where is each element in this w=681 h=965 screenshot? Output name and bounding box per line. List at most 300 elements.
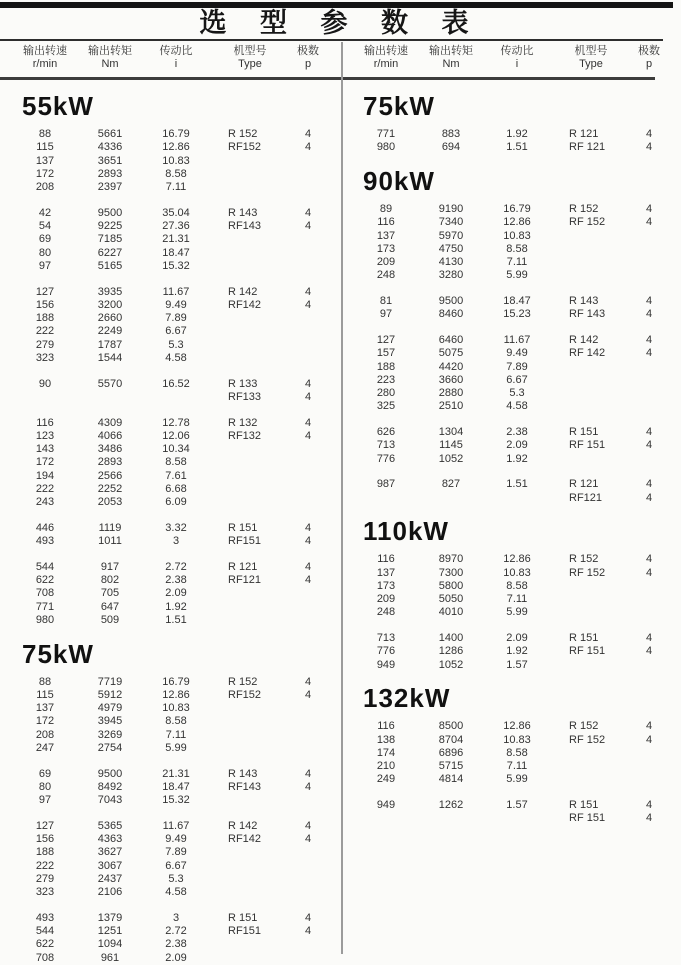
cell-speed: 222 [35, 859, 55, 872]
header-label: 传动比 [159, 45, 193, 57]
cell-type [210, 456, 290, 469]
header-label: 传动比 [500, 45, 534, 57]
cell-ratio: 7.11 [506, 256, 528, 268]
cell-torque: 1094 [97, 938, 123, 951]
table-row [341, 812, 679, 825]
cell-speed: 243 [35, 496, 55, 508]
cell-poles: 4 [645, 347, 653, 360]
cell-type [210, 181, 290, 194]
cell-ratio: 12.86 [162, 141, 190, 154]
cell-ratio: 27.36 [162, 220, 190, 232]
table-row [0, 443, 341, 456]
cell-type: R 151 [228, 521, 258, 534]
cell-torque: 1544 [97, 351, 123, 364]
row-group [341, 553, 679, 619]
cell-type [551, 593, 631, 606]
table-row [0, 860, 341, 873]
header-divider-rule [0, 77, 655, 80]
cell-type [551, 453, 631, 466]
cell-ratio: 9.49 [165, 833, 187, 845]
cell-poles: 4 [645, 645, 653, 658]
cell-type: R 143 [228, 206, 258, 219]
cell-torque: 4130 [438, 256, 464, 268]
cell-ratio: 12.86 [503, 720, 531, 733]
cell-poles: 4 [304, 298, 312, 311]
cell-type: R 152 [228, 675, 258, 688]
table-row [0, 155, 341, 168]
cell-type [210, 168, 290, 181]
cell-poles [290, 614, 326, 627]
cell-speed: 123 [35, 429, 55, 442]
cell-poles: 4 [304, 819, 312, 832]
table-row [0, 141, 341, 154]
cell-ratio: 1.57 [506, 658, 528, 671]
cell-poles: 4 [645, 426, 653, 438]
cell-type [210, 938, 290, 951]
cell-ratio: 10.34 [162, 443, 190, 455]
cell-speed: 143 [35, 443, 55, 455]
cell-torque: 5970 [438, 229, 464, 242]
cell-torque: 3651 [97, 154, 123, 167]
cell-torque: 2053 [97, 496, 123, 508]
table-row [0, 128, 341, 141]
cell-ratio: 10.83 [503, 229, 531, 242]
cell-type: R 143 [569, 295, 599, 307]
table-row [0, 846, 341, 859]
cell-ratio: 6.67 [165, 325, 187, 338]
table-row [341, 203, 679, 216]
table-row [341, 295, 679, 308]
cell-type: RF152 [228, 688, 262, 701]
cell-type [210, 614, 290, 627]
cell-poles: 4 [304, 675, 312, 688]
cell-torque: 2249 [97, 325, 123, 338]
table-column-left [0, 88, 341, 964]
cell-poles: 4 [304, 535, 312, 547]
row-group [0, 207, 341, 273]
cell-torque: 5075 [438, 347, 464, 360]
cell-ratio: 2.09 [506, 439, 528, 452]
cell-poles: 4 [304, 780, 312, 793]
cell-ratio: 16.79 [503, 203, 531, 215]
cell-speed: 708 [35, 951, 55, 964]
header-model-type [551, 45, 631, 71]
cell-ratio: 2.09 [165, 951, 187, 964]
cell-type [210, 742, 290, 755]
cell-torque: 4750 [438, 242, 464, 255]
cell-ratio: 15.32 [162, 259, 190, 272]
cell-ratio: 2.72 [165, 560, 187, 573]
section-75kW [0, 640, 341, 965]
cell-torque: 705 [100, 587, 120, 600]
cell-speed: 188 [35, 312, 55, 324]
cell-type: R 152 [228, 128, 258, 140]
cell-ratio [483, 812, 551, 825]
cell-ratio: 1.92 [165, 600, 187, 613]
table-row [0, 768, 341, 781]
cell-ratio: 10.83 [503, 733, 531, 746]
cell-poles [290, 339, 326, 352]
cell-ratio: 2.09 [506, 632, 528, 644]
cell-type [210, 846, 290, 859]
header-unit: p [304, 58, 312, 70]
cell-ratio: 9.49 [506, 347, 528, 360]
cell-ratio: 16.79 [162, 675, 190, 688]
cell-speed: 771 [376, 128, 396, 140]
cell-poles [631, 453, 667, 466]
row-group [0, 286, 341, 366]
cell-type [210, 339, 290, 352]
cell-poles: 4 [304, 767, 312, 780]
cell-type: R 142 [569, 334, 599, 346]
cell-torque: 1119 [98, 521, 122, 534]
cell-type [551, 269, 631, 282]
cell-poles [631, 593, 667, 606]
cell-torque: 3280 [438, 269, 464, 282]
header-unit: p [645, 58, 653, 70]
table-row [341, 308, 679, 321]
cell-torque: 4363 [97, 833, 123, 845]
cell-type: RF 152 [569, 216, 606, 229]
header-label: 机型号 [233, 45, 267, 57]
cell-torque: 7300 [438, 566, 464, 579]
table-row [0, 483, 341, 496]
table-row [341, 387, 679, 400]
cell-poles [290, 168, 326, 181]
row-group [0, 676, 341, 756]
cell-speed: 97 [379, 308, 393, 321]
cell-poles [631, 256, 667, 269]
cell-speed: 622 [35, 938, 55, 951]
cell-poles [290, 483, 326, 496]
cell-ratio: 5.99 [506, 606, 528, 619]
cell-poles [631, 243, 667, 256]
section-heading: 110kW [363, 516, 449, 547]
cell-torque: 4066 [97, 429, 123, 442]
cell-speed: 69 [38, 767, 52, 780]
cell-ratio: 1.51 [165, 613, 187, 626]
cell-speed: 138 [376, 733, 396, 746]
cell-torque: 2510 [438, 400, 464, 413]
cell-poles [290, 155, 326, 168]
cell-poles: 4 [645, 632, 653, 644]
cell-torque: 2397 [97, 181, 123, 193]
cell-ratio: 11.67 [162, 285, 190, 298]
cell-ratio: 3 [172, 535, 180, 547]
cell-torque [419, 492, 483, 505]
cell-torque: 6227 [97, 246, 123, 259]
cell-poles [631, 747, 667, 760]
cell-speed [12, 391, 78, 404]
table-row [0, 260, 341, 273]
row-group [341, 632, 679, 672]
cell-ratio: 5.3 [509, 387, 525, 399]
cell-torque: 1145 [439, 439, 463, 452]
row-group [0, 522, 341, 549]
cell-type [210, 483, 290, 496]
cell-ratio: 18.47 [162, 246, 190, 259]
table-row [0, 325, 341, 338]
cell-poles [290, 247, 326, 260]
cell-speed: 173 [376, 579, 396, 592]
cell-ratio: 1.92 [506, 645, 528, 658]
row-group [341, 720, 679, 786]
cell-type [551, 400, 631, 413]
cell-poles [631, 387, 667, 400]
table-row [341, 361, 679, 374]
cell-type: R 143 [228, 767, 258, 780]
cell-poles [290, 260, 326, 273]
cell-torque: 2893 [97, 167, 123, 180]
table-row [341, 799, 679, 812]
cell-ratio: 11.67 [503, 334, 531, 346]
cell-speed: 209 [376, 593, 396, 605]
cell-torque: 5570 [97, 377, 123, 390]
table-row [341, 632, 679, 645]
cell-speed: 544 [35, 925, 55, 937]
cell-ratio: 2.38 [165, 938, 187, 951]
table-row [0, 587, 341, 600]
table-row [341, 269, 679, 282]
cell-speed: 69 [38, 233, 52, 246]
table-row [341, 553, 679, 566]
row-group [0, 768, 341, 808]
cell-speed: 127 [376, 334, 396, 346]
cell-ratio: 6.09 [165, 496, 187, 508]
cell-torque [419, 812, 483, 825]
header-output-torque [78, 45, 142, 71]
cell-speed: 81 [379, 295, 393, 307]
table-row [0, 925, 341, 938]
table-header-right [341, 45, 681, 71]
cell-torque: 2754 [97, 741, 123, 754]
cell-ratio: 5.3 [168, 872, 184, 885]
cell-type [551, 230, 631, 243]
cell-speed: 223 [376, 373, 396, 386]
cell-ratio: 3.32 [165, 521, 187, 534]
cell-poles [631, 230, 667, 243]
header-output-speed [12, 45, 78, 71]
cell-poles [631, 361, 667, 374]
cell-speed: 279 [35, 338, 55, 351]
cell-type [210, 729, 290, 742]
cell-ratio: 5.99 [506, 773, 528, 786]
cell-torque: 694 [441, 141, 461, 154]
cell-torque: 8704 [438, 733, 464, 746]
cell-torque: 2106 [97, 886, 123, 898]
cell-type: R 133 [228, 377, 258, 390]
cell-speed: 88 [38, 675, 52, 688]
section-90kW [341, 167, 679, 505]
cell-type: RF 143 [569, 308, 606, 321]
cell-speed: 80 [38, 780, 52, 793]
cell-poles: 4 [645, 553, 653, 566]
cell-speed: 80 [38, 246, 52, 259]
cell-speed: 127 [35, 285, 55, 298]
table-row [341, 720, 679, 733]
cell-speed: 137 [376, 566, 396, 579]
table-row [0, 456, 341, 469]
cell-poles [290, 702, 326, 715]
cell-ratio: 15.23 [503, 308, 531, 321]
cell-type: R 121 [228, 560, 258, 573]
cell-ratio: 18.47 [503, 295, 531, 307]
table-row [341, 645, 679, 658]
cell-poles: 4 [304, 911, 312, 924]
cell-ratio: 35.04 [162, 206, 190, 219]
cell-poles: 4 [645, 733, 653, 746]
cell-ratio: 8.58 [506, 579, 528, 592]
table-row [0, 833, 341, 846]
table-row [0, 391, 341, 404]
cell-ratio: 4.58 [165, 886, 187, 898]
table-row [0, 820, 341, 833]
cell-ratio: 7.11 [165, 181, 187, 193]
table-row [341, 216, 679, 229]
cell-ratio: 1.57 [506, 799, 528, 811]
table-row [0, 233, 341, 246]
section-132kW [341, 684, 679, 825]
cell-type: RF143 [228, 220, 262, 232]
cell-type [210, 860, 290, 873]
cell-poles: 4 [645, 128, 653, 140]
cell-torque: 3269 [97, 728, 123, 741]
cell-type: R 132 [228, 416, 258, 429]
cell-type: R 151 [569, 426, 599, 438]
table-row [0, 286, 341, 299]
selection-parameter-table-page [0, 2, 681, 963]
cell-type [551, 606, 631, 619]
header-ratio [483, 45, 551, 71]
cell-type [210, 443, 290, 456]
cell-type [210, 715, 290, 728]
cell-speed: 987 [376, 478, 396, 491]
cell-ratio: 10.83 [162, 154, 190, 167]
cell-speed: 622 [35, 574, 55, 586]
cell-type [551, 361, 631, 374]
section-55kW [0, 92, 341, 627]
cell-ratio: 5.3 [168, 338, 184, 351]
cell-type [210, 587, 290, 600]
table-row [341, 606, 679, 619]
cell-speed: 771 [35, 600, 55, 613]
cell-poles [290, 715, 326, 728]
table-row [0, 601, 341, 614]
table-row [0, 220, 341, 233]
table-row [341, 400, 679, 413]
table-header-left [0, 45, 341, 71]
cell-poles [290, 352, 326, 365]
table-row [0, 912, 341, 925]
cell-torque: 2252 [97, 482, 123, 495]
cell-torque: 7043 [97, 794, 123, 806]
header-unit: Type [238, 58, 262, 70]
cell-speed: 776 [376, 645, 396, 658]
cell-type: RF 151 [569, 439, 606, 452]
cell-torque: 8500 [438, 720, 464, 733]
cell-speed: 172 [35, 167, 55, 180]
cell-poles: 4 [645, 720, 653, 733]
cell-type: RF121 [228, 574, 262, 586]
cell-torque: 9500 [438, 295, 464, 307]
cell-poles: 4 [304, 220, 312, 232]
cell-speed: 116 [377, 720, 395, 733]
cell-torque: 1379 [97, 911, 123, 924]
cell-ratio: 7.11 [506, 760, 528, 772]
cell-type: RF133 [228, 390, 262, 403]
cell-poles: 4 [304, 390, 312, 403]
cell-type [210, 247, 290, 260]
cell-torque: 1400 [438, 632, 464, 644]
cell-ratio: 5.99 [165, 741, 187, 754]
table-row [0, 522, 341, 535]
header-output-torque [419, 45, 483, 71]
cell-type [551, 374, 631, 387]
cell-poles: 4 [304, 206, 312, 219]
cell-speed: 137 [35, 702, 55, 714]
table-row [0, 535, 341, 548]
cell-torque: 7719 [97, 675, 123, 688]
cell-ratio: 7.11 [165, 728, 187, 741]
cell-speed: 88 [38, 128, 52, 140]
cell-type: R 151 [569, 799, 599, 811]
cell-type [210, 352, 290, 365]
table-row [0, 561, 341, 574]
cell-ratio: 9.49 [165, 298, 187, 311]
cell-poles [631, 760, 667, 773]
cell-speed: 626 [376, 426, 396, 438]
cell-ratio: 2.09 [165, 587, 187, 600]
row-group [341, 128, 679, 155]
cell-type: RF 142 [569, 347, 606, 360]
cell-speed: 188 [35, 846, 55, 859]
table-row [341, 439, 679, 452]
cell-torque: 509 [100, 613, 120, 626]
cell-torque: 8460 [438, 308, 464, 321]
table-row [0, 496, 341, 509]
cell-torque: 8970 [438, 553, 464, 566]
cell-ratio: 12.86 [162, 688, 190, 701]
cell-torque: 7340 [438, 216, 464, 229]
cell-torque: 9190 [438, 203, 464, 215]
cell-poles [290, 233, 326, 246]
cell-type: R 121 [569, 128, 599, 140]
cell-torque: 4420 [438, 360, 464, 373]
cell-type [551, 773, 631, 786]
cell-poles [631, 659, 667, 672]
cell-type: R 151 [228, 911, 258, 924]
cell-speed: 97 [38, 794, 52, 806]
cell-ratio: 8.58 [506, 242, 528, 255]
cell-poles: 4 [645, 799, 653, 811]
cell-speed: 279 [35, 872, 55, 885]
cell-type [551, 580, 631, 593]
cell-type [210, 325, 290, 338]
cell-type: R 152 [569, 553, 599, 566]
cell-poles: 4 [645, 566, 653, 579]
header-unit: i [174, 58, 178, 70]
cell-speed: 446 [35, 521, 55, 534]
table-row [0, 742, 341, 755]
cell-ratio: 8.58 [165, 456, 187, 469]
cell-speed: 210 [376, 760, 396, 772]
cell-torque: 802 [100, 574, 120, 586]
table-row [341, 347, 679, 360]
cell-poles: 4 [645, 203, 653, 215]
table-row [341, 243, 679, 256]
cell-ratio: 12.06 [162, 429, 190, 442]
table-row [341, 334, 679, 347]
